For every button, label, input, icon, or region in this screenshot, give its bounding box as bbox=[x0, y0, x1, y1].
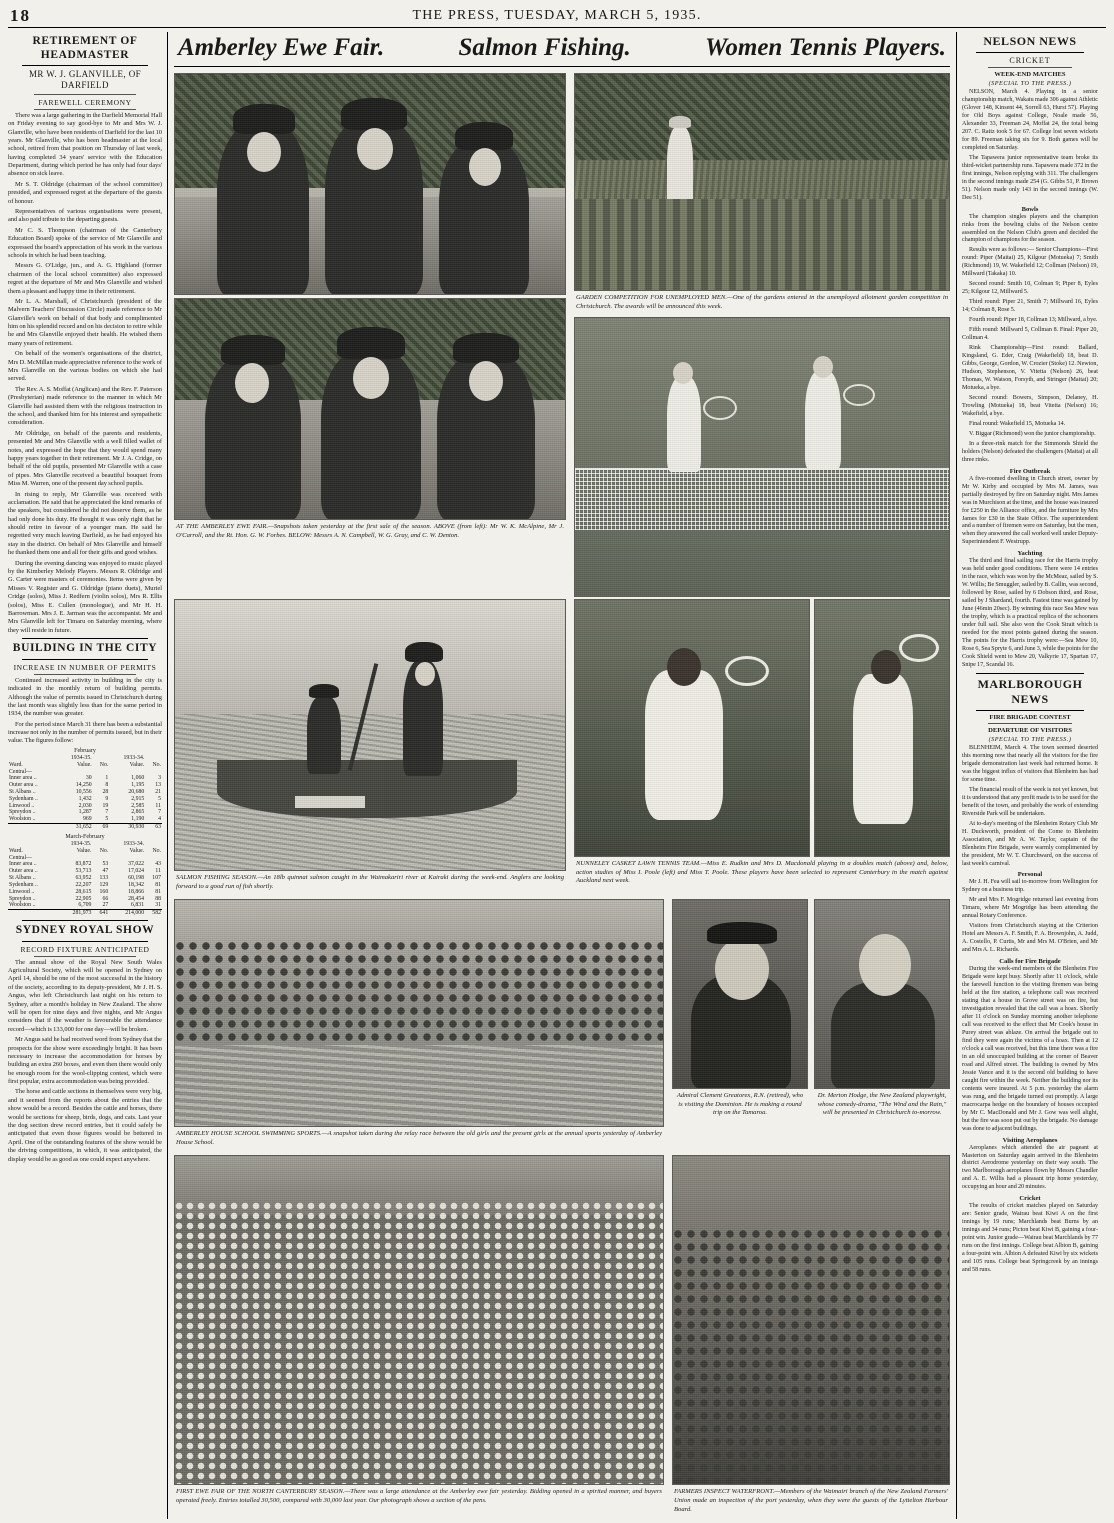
photo-salmon-fishing bbox=[174, 599, 566, 871]
photo-swimming-sports bbox=[174, 899, 664, 1127]
photo-admiral-greatorex bbox=[672, 899, 808, 1089]
right-para: Aeroplanes which attended the air pageant at Masterton on Saturday again arrived in the Blenheim district Aerodrome yesterday on their way south. The two Marlborough aeroplanes flown by Messrs Chandler and A. E. Willis had a pleasant trip home yesterday, occupying an hour and 20 minutes. bbox=[962, 1144, 1098, 1191]
left-para: In rising to reply, Mr Glanville was received with acclamation. He said that he appreciated the kind remarks of the speakers, but considered he did not deserve them, as he had only done his duty. He thought it was only right that he should retire in favour of a younger man. He said he regretted very much leaving Darfield, as he had enjoyed his stay in the district. On behalf of Mrs Glanville and himself he thanked them one and all for their gifts and good wishes. bbox=[8, 490, 162, 557]
table-row: Sydenham .. 22,207 129 18,342 81 bbox=[9, 881, 161, 888]
left-para: The horse and cattle sections in themselves were very big, and it seemed from the reports about the entries that the show would be a record. Besides the cattle and horses, there would be sections for sheep, birds, dogs, and cats. Last year the dog section drew record entries, but it could safely be anticipated that even those figures would be bettered in April. One of the outstanding features of the show would be the driving competitions, in which, it was anticipated, the display would be as good as one could expect anywhere. bbox=[8, 1088, 162, 1163]
right-para: The results of cricket matches played on Saturday are: Senior grade, Wairau beat Kiwi A on the first innings by 19 runs; Marchlands beat Burns by an innings and 34 runs; Picton beat Kiwi B, gaining a four-point win. Junior grade—Wairau beat Marchlands by 77 runs on the first innings. College beat Albion B, gaining a four-point win. Albion A defeated Kiwi by six wickets and 105 runs. College beat Springcreek by an innings and 58 runs. bbox=[962, 1203, 1098, 1274]
right-para: Mr and Mrs F. Mogridge returned last evening from Timaru, where Mr Mogridge has been attending the annual Rotary Conference. bbox=[962, 897, 1098, 920]
table-total-row: 31,652 69 30,930 63 bbox=[8, 824, 162, 831]
left-para: Mr S. T. Oldridge (chairman of the school committee) presided, and expressed regret at the departure of the guests of honour. bbox=[8, 180, 162, 205]
table-row: Linwood .. 28,615 160 18,866 81 bbox=[9, 888, 161, 895]
right-column bbox=[956, 32, 1098, 1519]
right-side-head: Personal bbox=[1017, 871, 1043, 879]
table-row: Spreydon .. 22,905 66 28,454 88 bbox=[9, 895, 161, 902]
left-para: Mr L. A. Marshall, of Christchurch (president of the Malvern Teachers' Discussion Circle) made reference to Mr Glanville's work on behalf of that body and complimented him on his splendid record and on his decision to retire while he and Mrs Glanville enjoyed their health. He wished them many years of retirement. bbox=[8, 297, 162, 347]
masthead-title: THE PRESS, TUESDAY, MARCH 5, 1935. bbox=[412, 8, 702, 23]
photo-garden-competition bbox=[574, 73, 950, 291]
caption-amberley-ewe-fair: AT THE AMBERLEY EWE FAIR.—Snapshots taken yesterday at the first sale of the season. ABOVE (from left): Mr W. K. McAlpine, Mr J. O'Carroll, and the Rt. Hon. G. W. Forbes. BELOW: Messrs A. N. Campbell, W. G. Gray, and C. W. Denton. bbox=[176, 523, 564, 539]
table-row: Sydenham .. 1,432 9 2,915 5 bbox=[9, 795, 161, 802]
photo-ewe-fair-pens bbox=[174, 1155, 664, 1485]
photo-tennis-action-poole-i bbox=[574, 599, 810, 857]
table-row: Central— bbox=[9, 768, 32, 775]
right-para: Third round: Piper 21, Smith 7; Millward 16, Eyles 14; Colman 8, Rose 5. bbox=[962, 299, 1098, 314]
right-para: Second round: Bowers, Simpson, Delaney, H. Trowling (Motueka) 18, beat Vitetta (Nelson) 16; Wakefield, a bye. bbox=[962, 394, 1098, 417]
right-subhead-visitors: DEPARTURE OF VISITORS bbox=[988, 726, 1072, 734]
left-para: On behalf of the women's organisations of the district, Mrs D. McMillan made appreciative reference to the work of Mrs Glanville on the various bodies on which she had served. bbox=[8, 350, 162, 383]
right-para: BLENHEIM, March 4. The town seemed deserted this morning now that nearly all the visitors for the fire brigade demonstration last week had returned home. It was the biggest influx of visitors that Blenheim has had for some time. bbox=[962, 744, 1098, 783]
right-credit: (SPECIAL TO THE PRESS.) bbox=[988, 80, 1072, 87]
table-2-title: March-February bbox=[65, 833, 105, 840]
right-subhead-cricket: CRICKET bbox=[1009, 56, 1051, 65]
left-headline-4: BUILDING IN THE CITY bbox=[12, 642, 158, 655]
right-para: Fourth round: Piper 18, Collman 13; Millward, a bye. bbox=[969, 317, 1098, 324]
table-row: Inner area .. 30 1 1,060 3 bbox=[9, 775, 161, 782]
caption-admiral-greatorex: Admiral Clement Greatorex, R.N. (retired), who is visiting the Dominion. He is making a round trip on the Tamaroa. bbox=[676, 1092, 804, 1117]
table-row: St Albans .. 10,556 28 20,680 21 bbox=[9, 788, 161, 795]
table-row: St Albans .. 63,952 133 60,198 107 bbox=[9, 875, 161, 882]
table-row: Woolston .. 969 5 1,190 4 bbox=[9, 816, 161, 823]
right-headline-marlborough: MARLBOROUGH NEWS bbox=[977, 676, 1083, 706]
left-headline-1: RETIREMENT OF HEADMASTER bbox=[32, 35, 138, 61]
caption-farmers-waterfront: FARMERS INSPECT WATERFRONT.—Members of the Waimairi branch of the New Zealand Farmers' Union made an inspection of the port yesterday, when they were the guests of the Lyttelton Harbour Board. bbox=[674, 1488, 948, 1513]
table-row: Outer area .. 53,713 47 17,024 11 bbox=[9, 868, 161, 875]
right-side-head: Bowls bbox=[1021, 205, 1039, 213]
right-para: At to-day's meeting of the Blenheim Rotary Club Mr H. Duckworth, president of the Come to Blenheim Association, and Mr A. W. Taylor, captain of the Blenheim Fire Brigade, were warmly complimented by the president, Mr W. T. Churchward, on the success of last week's carnival. bbox=[962, 820, 1098, 867]
right-para: Results were as follows:— Senior Champions—First round: Piper (Maitai) 25, Kilgour (Motueka) 7; Smith (Richmond) 19, W. Wakefield 12; Collman (Nelson) 19, Millward (Takaka) 10. bbox=[962, 247, 1098, 278]
right-para: Mr J. H. Fea will sail to-morrow from Wellington for Sydney on a business trip. bbox=[962, 879, 1098, 894]
right-subhead-fire-brigade: FIRE BRIGADE CONTEST bbox=[989, 713, 1071, 721]
right-para: Visitors from Christchurch staying at the Criterion Hotel are Messrs A. F. Smith, F. A. Brownjohn, A. Judd, A. Costello, P. Curtis, Mr and Mrs M. O'Brien, and Mr and Mrs A. L. Richards. bbox=[962, 923, 1098, 954]
table-1-title: February bbox=[74, 747, 96, 754]
table-row: Spreydon .. 1,287 7 2,865 7 bbox=[9, 809, 161, 816]
right-credit-2: (SPECIAL TO THE PRESS.) bbox=[988, 735, 1072, 743]
right-para: The champion singles players and the champion rinks from the bowling clubs of the Nelson centre assembled on the Nelson Club's green and decided the champion of champions for the season. bbox=[962, 213, 1098, 244]
display-head-2: Salmon Fishing. bbox=[458, 34, 631, 61]
display-head-3: Women Tennis Players. bbox=[705, 34, 946, 61]
caption-garden-competition: GARDEN COMPETITION FOR UNEMPLOYED MEN.—One of the gardens entered in the unemployed allotment garden competition in Christchurch. The awards will be announced this week. bbox=[576, 294, 948, 310]
left-para: For the period since March 31 there has been a substantial increase not only in the number of permits issued, but in their value. The figures follow: bbox=[8, 720, 162, 745]
right-para: Final round: Wakefield 15, Motueka 14. bbox=[969, 420, 1066, 427]
right-para: During the week-end members of the Blenheim Fire Brigade were kept busy. Shortly after 11 o'clock, while the farewell function to the visiting firemen was being held at the fire station, a telephone call was received stating that a house in Grove street was on fire, but investigation revealed that the call was a hoax. Shortly after 11 o'clock on Sunday morning another telephone call was received to the effect that Mr Cook's house in Purey street was ablaze. On arrival the brigade out to find they were again the victims of a hoax. Then at 12 o'clock a call was received, but this time there was a fire in an old unoccupied building at the corner of Beaver road and Alfred street. The building is owned by Mrs Jessie Vance and it is the second old building to have caught fire within the week. Neither the building nor its contents were insured. At 5 p.m. yesterday the alarm was rung, and the brigade turned out promptly. A large macrocarpa hedge on the boundary of houses occupied by Mr C. MacDonald and Mr J. Gow was well alight, but the fire was soon put out by the brigade. No damage was done to adjacent buildings. bbox=[962, 966, 1098, 1132]
display-headline-bar bbox=[174, 32, 950, 67]
right-side-head: Fire Outbreak bbox=[1009, 467, 1051, 475]
left-headline-5: INCREASE IN NUMBER OF PERMITS bbox=[13, 662, 157, 672]
permits-table-year: 1934-35. 1933-34. Ward. Value. No. Value. No. Central— Inner area .. 83,872 53 37,022 43 Outer area .. 53,713 47 17,024 11 St Albans .. 63,952 133 60,198 107 Sydenham .. 22,207 129 18,342 81 Linwood .. 28,615 160 18,866 81 Spreydon .. 22,905 66 28,454 88 Woolston .. 6,709 27 6,831 31 281,973 641 214,000 582 bbox=[9, 840, 161, 917]
left-para: There was a large gathering in the Darfield Memorial Hall on Friday evening to say good-bye to Mr and Mrs W. J. Glanville, who have been residents of Darfield for the last 10 years. Mr Glanville, who has been headmaster at the local school, retired from that position on Thursday of last week, having completed 34 years' service with the Education Department, during which period he has only had four days' absence on sick leave. bbox=[8, 111, 162, 178]
right-para: NELSON, March 4. Playing in a senior championship match, Wakatu made 306 against Athletic (Glover 148, Kinsent 44, Sorrell 63, Hurst 57). Playing for Old Boys against College, Noale made 56, Alexander 33, Freeman 24, Moffat 24, the total being 207. C. Raitz took 5 for 67. College lost seven wickets for 89. Freeman taking six for 9. Both games will be completed on Saturday. bbox=[962, 89, 1098, 151]
table-total-row: 281,973 641 214,000 582 bbox=[8, 910, 162, 917]
permits-table-february: 1934-35. 1933-34. Ward. Value. No. Value. No. Central— Inner area .. 30 1 1,060 3 Outer area .. 14,250 8 1,195 13 St Albans .. 10,556 28 20,680 21 Sydenham .. 1,432 9 2,915 5 Linwood .. 2,030 19 2,585 11 Spreydon .. 1,287 7 2,865 7 Woolston .. 969 5 1,190 4 31,652 69 30,930 63 bbox=[9, 754, 161, 831]
photo-amberley-men-above bbox=[174, 73, 566, 295]
right-para: The third and final sailing race for the Harris trophy was held under good conditions. There were 14 entries in the race, which was won by the McMeaz, sailed by S. W. Willis; Be Smuggler, sailed by B. Callin, was second, followed by Rose, sailed by 6 Dobson third, and Rose, sailed by J Shardand, fourth. Fastest time was gained by June (46min 20sec). By winning this race Sea Mew was the trophy, which is a practical replica of the schooners under full sail. She also won the Cook Strait which is needed for the most points gained during the season. The points for the Harris trophy were:—Sea Mew 10, Rose 6, Sea Spryte 6, and June 3, while the points for the Cook Shield went to Mew 20, Valkyrie 17, Spartan 17, Snipe 17, Scandal 16. bbox=[962, 558, 1098, 668]
right-para: The financial result of the week is not yet known, but it is understood that any profit made is to be used for the benefit of the town, and probably the work of extending Riverside Park will be undertaken. bbox=[962, 786, 1098, 817]
right-para: Fifth round: Millward 5, Collman 8. Final: Piper 20, Collman 4. bbox=[962, 327, 1098, 342]
caption-ewe-fair-pens: FIRST EWE FAIR OF THE NORTH CANTERBURY SEASON.—There was a large attendance at the Amberley ewe fair yesterday. Bidding opened in a spirited manner, and buyers operated freely. Entries totalled 30,500, compared with 30,000 last year. Our photograph shows a section of the pens. bbox=[176, 1488, 662, 1504]
right-side-head: Yachting bbox=[1017, 550, 1043, 558]
left-para: Representatives of various organisations were present, and also paid tribute to the departing guests. bbox=[8, 208, 162, 224]
right-para: Rink Championship—First round: Ballard, Kingsland, G. Eder, Craig (Wakefield) 18, beat D. Gibbs, George, Gordon, W. Crozier (Stoke) 12. Newton, Hudson, Stephenson, V. Vitetta (Nelson) 26, beat Thomas, W. Watson, Forsyth, and Stringer (Maitai) 20; Motueka, a bye. bbox=[962, 345, 1098, 391]
caption-swimming-sports: AMBERLEY HOUSE SCHOOL SWIMMING SPORTS.—A snapshot taken during the relay race between the old girls and the present girls at the annual sports yesterday of Amberley House School. bbox=[176, 1130, 662, 1146]
photo-farmers-waterfront bbox=[672, 1155, 950, 1485]
table-row: Outer area .. 14,250 8 1,195 13 bbox=[9, 782, 161, 789]
photo-tennis-doubles bbox=[574, 317, 950, 597]
caption-tennis-team: NUNNELEY CASKET LAWN TENNIS TEAM.—Miss E. Rudkin and Mrs D. Macdonald playing in a doubles match (above) and, below, action studies of Miss I. Poole (left) and Miss T. Poole. These players have been selected to represent Canterbury in the match against Auckland next week. bbox=[576, 860, 948, 885]
left-headline-6: SYDNEY ROYAL SHOW bbox=[15, 924, 155, 937]
photo-merton-hodge bbox=[814, 899, 950, 1089]
left-para: The annual show of the Royal New South Wales Agricultural Society, which will be opened in Sydney on April 14, should be one of the most successful in the history of the society, according to its deputy-president, Mr J. H. S. Angus, who left Christchurch last night on his return to Sydney, after a month's holiday in New Zealand. The show will be open for nine days and five nights, and Mr Angus considers that if the weather is favourable the attendance record—which is 133,000 for one day—will be broken. bbox=[8, 958, 162, 1033]
photo-tennis-action-poole-t bbox=[814, 599, 950, 857]
right-para: In a three-rink match for the Simmonds Shield the holders (Nelson) defeated the challengers (Maitai) at all three rinks. bbox=[962, 440, 1098, 463]
table-row: Central— bbox=[9, 854, 32, 861]
left-para: Mr Oldridge, on behalf of the parents and residents, presented Mr and Mrs Glanville with a well filled wallet of notes, and expressed the hope that they would spend many happy years together in their retirement. Mr J. A. Cridge, on behalf of the old pupils, presented Mr Glanville with a case of pipes. Mrs Glanville received a beautiful bouquet from Miss M. Warren, one of the present day school pupils. bbox=[8, 429, 162, 488]
table-row: Linwood .. 2,030 19 2,585 11 bbox=[9, 802, 161, 809]
right-side-head: Cricket bbox=[1019, 1195, 1041, 1203]
left-para: During the evening dancing was enjoyed to music played by the Kimberley Melody Players. Messrs R. Oldridge and G. Carter were masters of ceremonies. Items were given by Misses V. Register and G. Oldridge (piano duets), Muriel Cridge (solos), Miss J. Redfern (violin solos), Mrs R. Ellis (solos), Miss E. Cullen (monologue), and Mr H. H. Barrowman. Mrs J. E. Jarman was the accompanist. Mr and Mrs Glanville left for Timaru on Saturday morning, where they will reside in future. bbox=[8, 559, 162, 634]
right-side-head: Visiting Aeroplanes bbox=[1002, 1136, 1058, 1144]
picture-page-center bbox=[168, 32, 956, 1519]
left-headline-3: FAREWELL CEREMONY bbox=[38, 97, 132, 107]
display-head-1: Amberley Ewe Fair. bbox=[178, 34, 385, 61]
photo-amberley-men-below bbox=[174, 298, 566, 520]
masthead bbox=[8, 6, 1106, 28]
right-subhead-weekend: WEEK-END MATCHES bbox=[994, 71, 1066, 78]
left-para: Messrs G. O'Lidge, jun., and A. G. Highland (former chairmen of the local school committee) also expressed regret at the departure of Mr and Mrs Glanville and wished them a pleasant and happy time in their retirement. bbox=[8, 262, 162, 295]
right-side-head: Calls for Fire Brigade bbox=[999, 958, 1061, 966]
right-headline-nelson: NELSON NEWS bbox=[983, 34, 1077, 48]
right-para: V. Biggar (Richmond) won the junior championship. bbox=[969, 430, 1096, 437]
left-para: Mr C. S. Thompson (chairman of the Canterbury Education Board) spoke of the service of Mr Glanville and expressed the board's appreciation of his work in the various schools in which he had been teaching. bbox=[8, 226, 162, 259]
left-para: The Rev. A. S. Moffat (Anglican) and the Rev. F. Paterson (Presbyterian) made reference to the manner in which Mr Glanville had assisted them with the religious instruction in the school, and thanked him for his interest and sympathetic consideration. bbox=[8, 385, 162, 427]
page-folio: 18 bbox=[10, 6, 31, 25]
right-para: The Tapawera junior representative team broke its third-wicket partnership runs. Tapawera made 372 in the first innings, Nelson replying with 311. The challengers in the second innings made 254 (G. Gibbs 51, P. Brown 51). Nelson made only 143 in the second innings (W. Dee 51). bbox=[962, 154, 1098, 201]
left-headline-7: RECORD FIXTURE ANTICIPATED bbox=[20, 944, 150, 954]
right-para: A five-roomed dwelling in Church street, owner by Mr W. Kirby and occupied by Mrs M. James, was partially destroyed by fire on Saturday night. Mrs James was in Murchison at the time, and the house was insured for £250 in the Alliance office, and the furniture by Mrs James for £30 in the State Office. The superintendent and a number of firemen were on Saturday, but the men, when they answered the call worked well under Deputy-Superintendent F. Westrupp. bbox=[962, 475, 1098, 546]
caption-merton-hodge: Dr. Merton Hodge, the New Zealand playwright, whose comedy-drama, "The Wind and the Rain," will be presented in Christchurch to-morrow. bbox=[817, 1092, 947, 1117]
table-row: Inner area .. 83,872 53 37,022 43 bbox=[9, 861, 161, 868]
caption-salmon-fishing: SALMON FISHING SEASON.—An 18lb quinnat salmon caught in the Waimakariri river at Kairaki during the week-end. Anglers are looking forward to a good run of fish shortly. bbox=[176, 874, 564, 890]
left-column bbox=[8, 32, 168, 1519]
left-para: Mr Angus said he had received word from Sydney that the prospects for the show were exceedingly bright. It has been necessary to increase the accommodation for horses by building an extra 260 boxes, and even then there would only be enough room for the wool-clipping contest, which were first popular, extra accommodation was being provided. bbox=[8, 1036, 162, 1086]
right-para: Second round: Smith 10, Colman 9; Piper 8, Eyles 25; Kilgour 12, Millward 5. bbox=[962, 281, 1098, 296]
left-headline-2: MR W. J. GLANVILLE, OF DARFIELD bbox=[28, 69, 142, 90]
table-row: Woolston .. 6,709 27 6,831 31 bbox=[9, 902, 161, 909]
left-para: Continued increased activity in building in the city is indicated in the monthly return of building permits. Although the value of permits issued in Christchurch during the last month was slightly less than for the same period in 1934, the number was greater. bbox=[8, 676, 162, 718]
body-grid bbox=[8, 32, 1106, 1519]
